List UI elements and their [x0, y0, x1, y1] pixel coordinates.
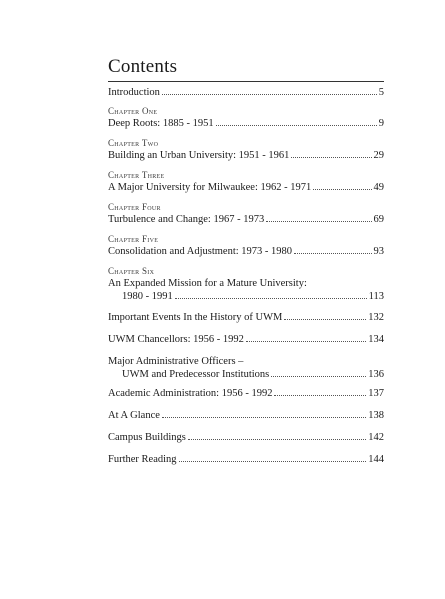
toc-entry-title: At A Glance [108, 410, 160, 421]
chapter-label: Chapter Six [108, 266, 155, 276]
chapter-label: Chapter Two [108, 138, 159, 148]
dot-leader [291, 157, 371, 158]
toc-entry [108, 170, 384, 194]
page-number: 138 [368, 410, 384, 421]
toc-entry-title: Building an Urban University: 1951 - 1961 [108, 150, 290, 161]
page-title: Contents [108, 56, 178, 77]
dot-leader [274, 395, 366, 396]
page-number: 134 [368, 334, 384, 345]
page-number: 137 [368, 388, 384, 399]
toc-entry-title: Campus Buildings [108, 432, 186, 443]
toc-line [108, 453, 384, 466]
toc-entry [108, 234, 384, 258]
toc-line [108, 290, 384, 303]
page-number: 29 [373, 150, 384, 161]
toc-entry-title: Introduction [108, 87, 160, 98]
toc-line [108, 409, 384, 422]
toc-entry [108, 355, 384, 381]
page-number: 5 [378, 87, 384, 98]
page-number: 9 [378, 118, 384, 129]
dot-leader [313, 189, 371, 190]
dot-leader [246, 341, 366, 342]
toc-entry-title: Turbulence and Change: 1967 - 1973 [108, 214, 265, 225]
toc-line [108, 117, 384, 130]
toc-entry-title: 1980 - 1991 [122, 291, 173, 302]
page-number: 113 [368, 291, 384, 302]
toc-entry [108, 106, 384, 130]
toc-line [108, 181, 384, 194]
toc-entry-title: A Major University for Milwaukee: 1962 - 1971 [108, 182, 312, 193]
toc-entry [108, 409, 384, 422]
dot-leader [271, 376, 366, 377]
dot-leader [266, 221, 371, 222]
dot-leader [284, 319, 366, 320]
chapter-label: Chapter One [108, 106, 158, 116]
toc-entry-title: UWM and Predecessor Institutions [122, 369, 270, 380]
toc-entry [108, 138, 384, 162]
chapter-label: Chapter Three [108, 170, 165, 180]
page-number: 49 [373, 182, 384, 193]
toc-entry [108, 453, 384, 466]
toc-entry-title: Academic Administration: 1956 - 1992 [108, 388, 273, 399]
toc-line [108, 86, 384, 99]
toc-entry-title: Further Reading [108, 454, 177, 465]
dot-leader [162, 417, 366, 418]
toc-entry [108, 387, 384, 400]
page-number: 144 [368, 454, 384, 465]
toc-line [108, 368, 384, 381]
page-number: 136 [368, 369, 384, 380]
toc-entry [108, 86, 384, 99]
toc-line [108, 333, 384, 346]
toc-entry [108, 266, 384, 303]
page-number: 93 [373, 246, 384, 257]
chapter-label: Chapter Five [108, 234, 159, 244]
toc-entry-title-line: Major Administrative Officers – [108, 356, 244, 367]
dot-leader [179, 461, 367, 462]
toc-entry-title: Deep Roots: 1885 - 1951 [108, 118, 214, 129]
page-number: 69 [373, 214, 384, 225]
toc-line [108, 431, 384, 444]
toc-line [108, 149, 384, 162]
toc-entry-title-line: An Expanded Mission for a Mature University: [108, 278, 307, 289]
toc-entry-title: Important Events In the History of UWM [108, 312, 283, 323]
dot-leader [216, 125, 377, 126]
title-rule [108, 81, 384, 82]
toc-entry [108, 202, 384, 226]
toc-entry [108, 431, 384, 444]
page-number: 132 [368, 312, 384, 323]
toc-entry-title: UWM Chancellors: 1956 - 1992 [108, 334, 244, 345]
toc-line [108, 387, 384, 400]
toc-line [108, 213, 384, 226]
dot-leader [175, 298, 367, 299]
toc-entry-title: Consolidation and Adjustment: 1973 - 1980 [108, 246, 293, 257]
toc-entry [108, 311, 384, 324]
dot-leader [188, 439, 366, 440]
dot-leader [294, 253, 371, 254]
dot-leader [162, 94, 377, 95]
toc-line [108, 311, 384, 324]
toc-line [108, 245, 384, 258]
toc-entry [108, 333, 384, 346]
chapter-label: Chapter Four [108, 202, 161, 212]
page-number: 142 [368, 432, 384, 443]
